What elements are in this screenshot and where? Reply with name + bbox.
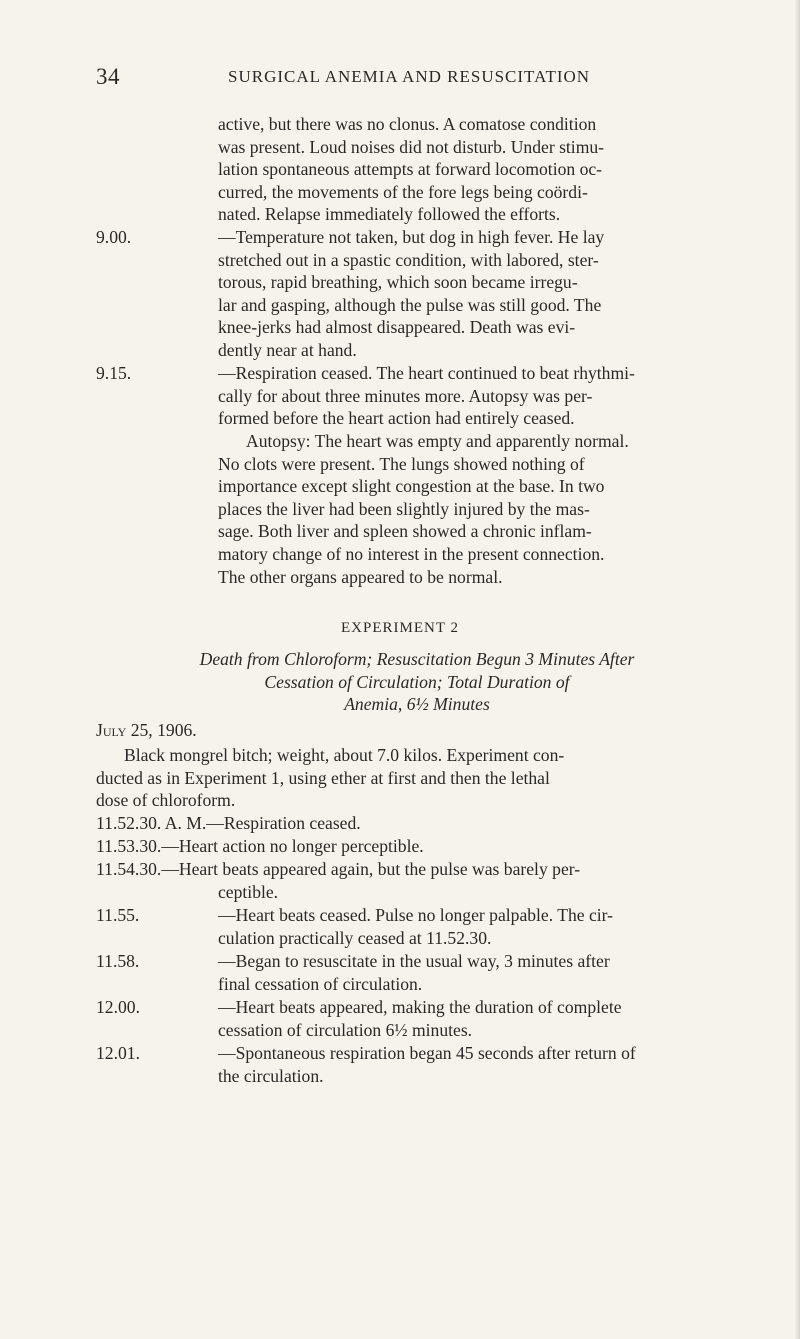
time-stamp: 11.54.30. [96,859,162,879]
time-stamp: 12.01. [96,1043,140,1063]
text-line: Autopsy: The heart was empty and apparently normal. [246,431,629,451]
running-title: SURGICAL ANEMIA AND RESUSCITATION [228,67,591,86]
text-line: cessation of circulation 6½ minutes. [218,1019,473,1040]
text-line: No clots were present. The lungs showed nothing of [218,453,585,474]
text-line: The other organs appeared to be normal. [218,566,503,587]
text-line: active, but there was no clonus. A comatose condition [218,114,597,134]
text-line: lation spontaneous attempts at forward locomotion oc- [218,159,603,180]
text-line [96,835,738,858]
time-entry-115230 [96,812,738,835]
entry-body [218,362,738,430]
title-line: Cessation of Circulation; Total Duration of [264,671,570,692]
running-head [0,64,800,94]
text-line: curred, the movements of the fore legs being coördi- [218,181,588,202]
time-stamp: 9.15. [96,363,132,383]
time-stamp: 11.55. [96,905,140,925]
time-entry-115430 [96,858,738,903]
page-edge-shadow [794,0,800,1339]
text-line: dose of chloroform. [96,790,236,811]
text-line: places the liver had been slightly injured by the mas- [218,498,590,519]
text-line [96,858,738,881]
text-line: was present. Loud noises did not disturb. Under stimu- [218,136,605,157]
entry-text: —Heart action no longer perceptible. [161,836,424,856]
text-line: cally for about three minutes more. Autopsy was per- [218,385,593,406]
text-line: —Spontaneous respiration began 45 seconds after return of [218,1043,636,1063]
text-line [96,812,738,835]
title-line: Anemia, 6½ Minutes [344,694,490,715]
time-stamp: 9.00. [96,227,132,247]
time-stamp: 11.58. [96,951,140,971]
text-line: stretched out in a spastic condition, with labored, ster- [218,249,599,270]
entry-text: —Heart beats appeared again, but the pulse was barely per- [161,859,581,879]
time-entry-115330 [96,835,738,858]
text-line: importance except slight congestion at the base. In two [218,476,605,497]
entry-body [218,996,738,1041]
time-stamp: 11.52.30. A. M. [96,813,207,833]
time-stamp: 11.53.30. [96,836,162,856]
text-line: —Temperature not taken, but dog in high fever. He lay [218,227,605,247]
text-line: the circulation. [218,1065,324,1086]
experiment-intro [96,744,738,812]
date-rest: 25, 1906. [126,720,197,740]
text-line: final cessation of circulation. [218,973,423,994]
autopsy-paragraph [218,430,738,588]
text-line: ceptible. [218,881,279,902]
title-line: Death from Chloroform; Resuscitation Begun 3 Minutes After [199,649,635,669]
time-stamp: 12.00. [96,997,140,1017]
text-line: —Heart beats ceased. Pulse no longer palpable. The cir- [218,905,614,925]
text-line: nated. Relapse immediately followed the efforts. [218,204,561,225]
entry-body [218,904,738,949]
continuation-paragraph [218,113,738,226]
text-line: matory change of no interest in the present connection. [218,543,605,564]
text-line: dently near at hand. [218,339,357,360]
text-line: formed before the heart action had entirely ceased. [218,408,575,429]
experiment-heading: EXPERIMENT 2 [341,620,459,636]
entry-body [218,226,738,362]
text-line: —Heart beats appeared, making the duration of complete [218,997,622,1017]
text-line: culation practically ceased at 11.52.30. [218,927,492,948]
entry-text: —Respiration ceased. [206,813,361,833]
text-line: torous, rapid breathing, which soon became irregu- [218,272,578,293]
entry-body [218,950,738,995]
page-number: 34 [96,64,120,89]
text-line: —Respiration ceased. The heart continued to beat rhythmi- [218,363,635,383]
text-line: knee-jerks had almost disappeared. Death was evi- [218,317,576,338]
experiment-title [96,648,738,716]
text-line: —Began to resuscitate in the usual way, 3 minutes after [218,951,610,971]
experiment-date [96,720,197,741]
text-line: Black mongrel bitch; weight, about 7.0 kilos. Experiment con- [124,745,565,765]
date-month: July [96,720,127,740]
entry-body [218,1042,738,1087]
text-line: ducted as in Experiment 1, using ether at first and then the lethal [96,767,550,788]
text-line: lar and gasping, although the pulse was still good. The [218,294,602,315]
text-line: sage. Both liver and spleen showed a chronic inflam- [218,521,592,542]
